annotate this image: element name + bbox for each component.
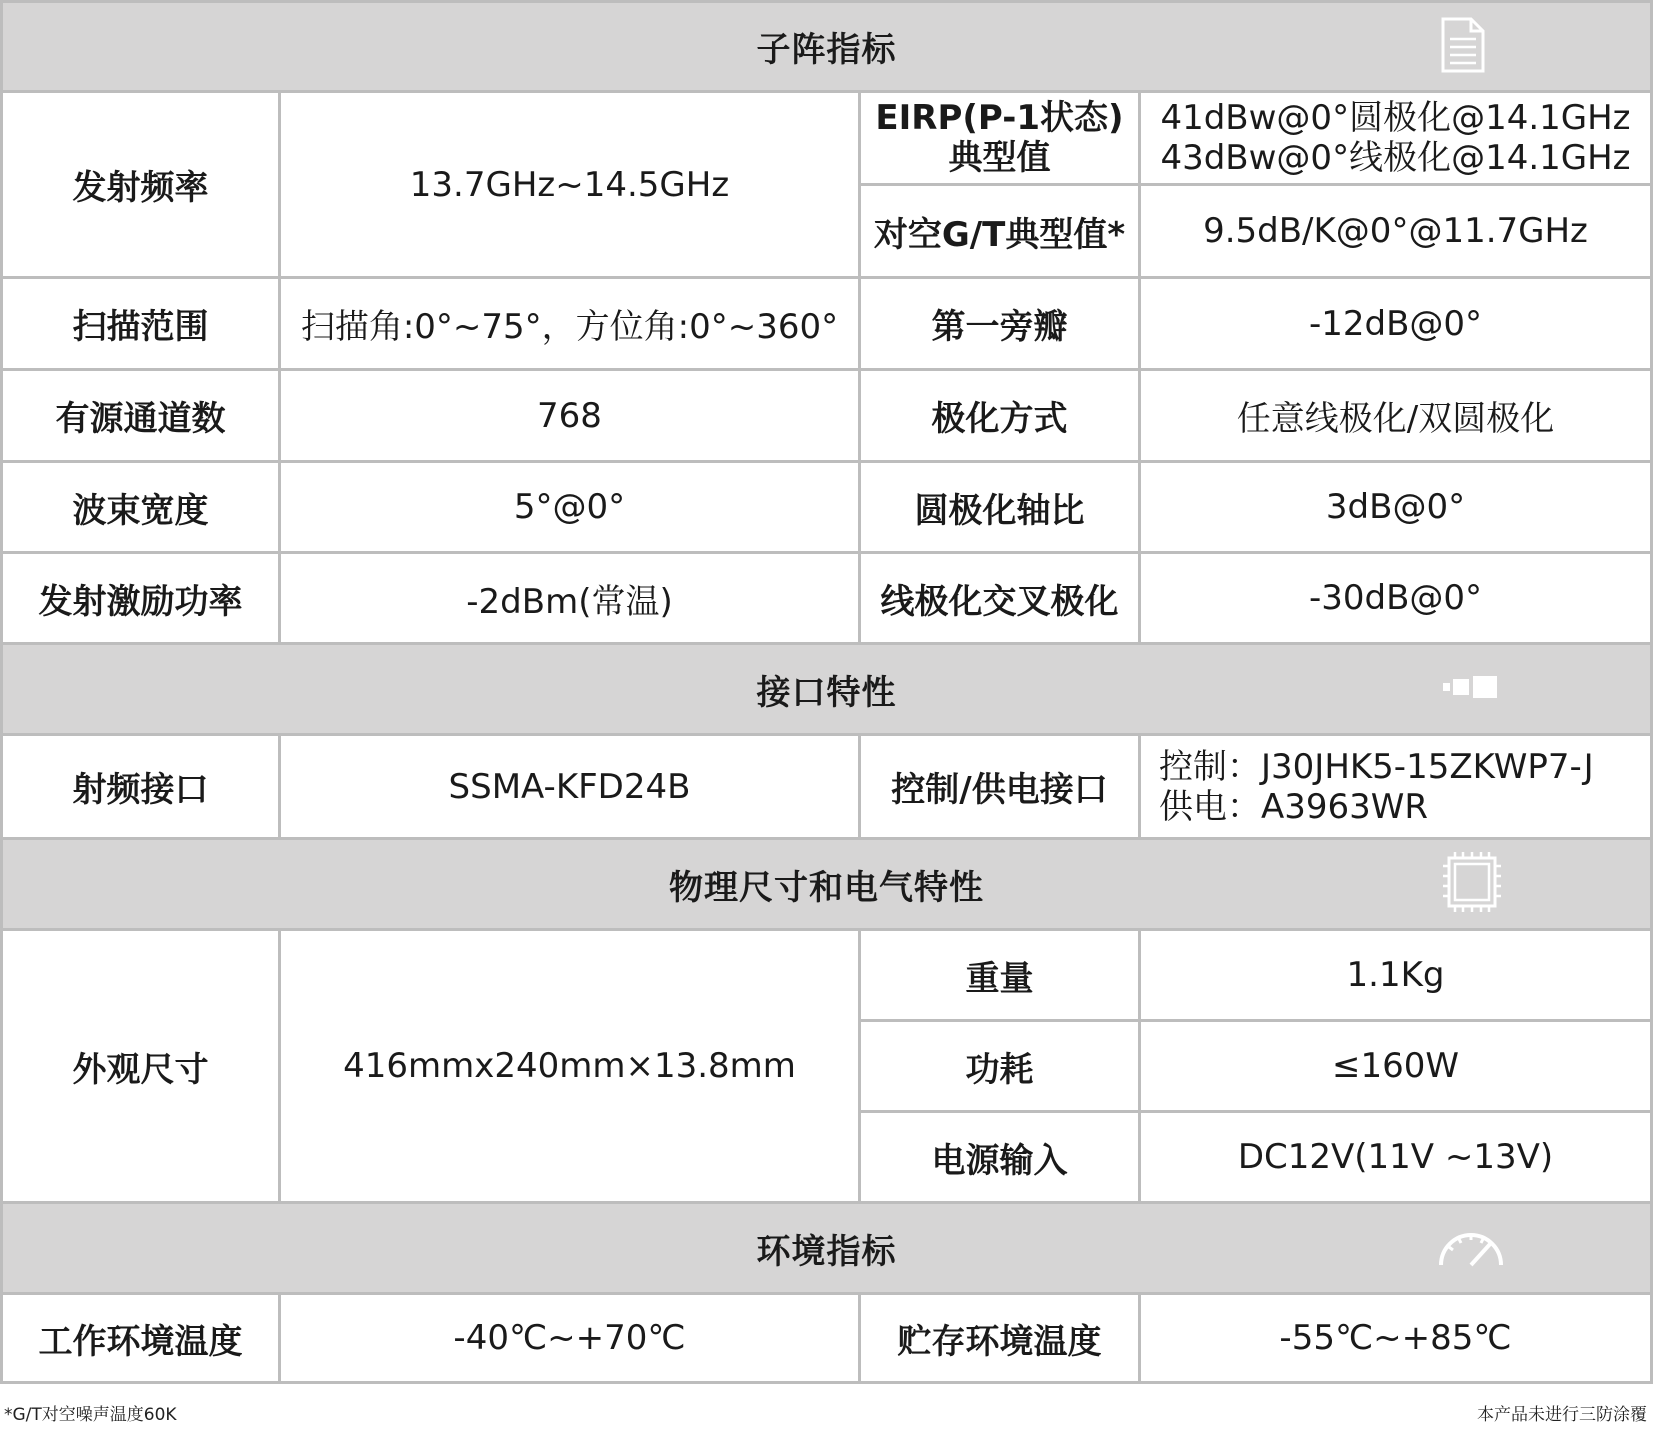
label-gt: 对空G/T典型值* [858,183,1138,276]
value-rf-interface: SSMA-KFD24B [278,733,858,837]
label-control-power-interface: 控制/供电接口 [858,733,1138,837]
gauge-icon [1435,1225,1507,1271]
label-axial-ratio: 圆极化轴比 [858,460,1138,551]
section-header-physical [0,837,1653,928]
value-eirp [1138,90,1653,183]
value-cross-pol: -30dB@0° [1138,551,1653,642]
value-sidelobe: -12dB@0° [1138,276,1653,368]
label-power-input: 电源输入 [858,1110,1138,1201]
value-drive-power: -2dBm(常温) [278,551,858,642]
label-weight: 重量 [858,928,1138,1019]
value-tx-frequency: 13.7GHz~14.5GHz [278,90,858,276]
label-beamwidth: 波束宽度 [0,460,278,551]
section-header-array [0,0,1653,90]
value-polarization: 任意线极化/双圆极化 [1138,368,1653,460]
value-operating-temp: -40℃~+70℃ [278,1292,858,1384]
label-dimensions: 外观尺寸 [0,928,278,1201]
value-storage-temp: -55℃~+85℃ [1138,1292,1653,1384]
value-power-input: DC12V(11V ~13V) [1138,1110,1653,1201]
label-drive-power: 发射激励功率 [0,551,278,642]
value-weight: 1.1Kg [1138,928,1653,1019]
footnote-gt: *G/T对空噪声温度60K [4,1405,177,1425]
value-eirp-line2: 43dBw@0°线极化@14.1GHz [1160,138,1631,178]
chip-icon [1443,852,1501,916]
value-dimensions: 416mmx240mm×13.8mm [278,928,858,1201]
value-eirp-line1: 41dBw@0°圆极化@14.1GHz [1160,98,1631,138]
label-rf-interface: 射频接口 [0,733,278,837]
section-title: 环境指标 [756,1231,897,1272]
value-gt: 9.5dB/K@0°@11.7GHz [1138,183,1653,276]
label-eirp [858,90,1138,183]
value-axial-ratio: 3dB@0° [1138,460,1653,551]
value-control-power-interface [1138,733,1653,837]
value-power-consumption: ≤160W [1138,1019,1653,1110]
label-operating-temp: 工作环境温度 [0,1292,278,1384]
section-header-environment [0,1201,1653,1292]
section-title: 子阵指标 [756,30,897,70]
footnote-coating: 本产品未进行三防涂覆 [1477,1405,1647,1425]
label-eirp-line2: 典型值 [948,138,1051,178]
document-icon [1441,17,1485,77]
label-storage-temp: 贮存环境温度 [858,1292,1138,1384]
section-header-interface [0,642,1653,733]
label-sidelobe: 第一旁瓣 [858,276,1138,368]
connector-icon [1443,676,1499,702]
value-channels: 768 [278,368,858,460]
label-eirp-line1: EIRP(P-1状态) [875,98,1124,138]
value-power-connector: 供电：A3963WR [1159,786,1429,827]
section-title: 物理尺寸和电气特性 [669,867,984,908]
value-beamwidth: 5°@0° [278,460,858,551]
label-tx-frequency: 发射频率 [0,90,278,276]
label-polarization: 极化方式 [858,368,1138,460]
label-cross-pol: 线极化交叉极化 [858,551,1138,642]
label-scan-range: 扫描范围 [0,276,278,368]
label-power-consumption: 功耗 [858,1019,1138,1110]
section-title: 接口特性 [756,672,897,713]
value-scan-range: 扫描角:0°~75°，方位角:0°~360° [278,276,858,368]
value-control-connector: 控制：J30JHK5-15ZKWP7-J [1159,746,1594,787]
label-channels: 有源通道数 [0,368,278,460]
